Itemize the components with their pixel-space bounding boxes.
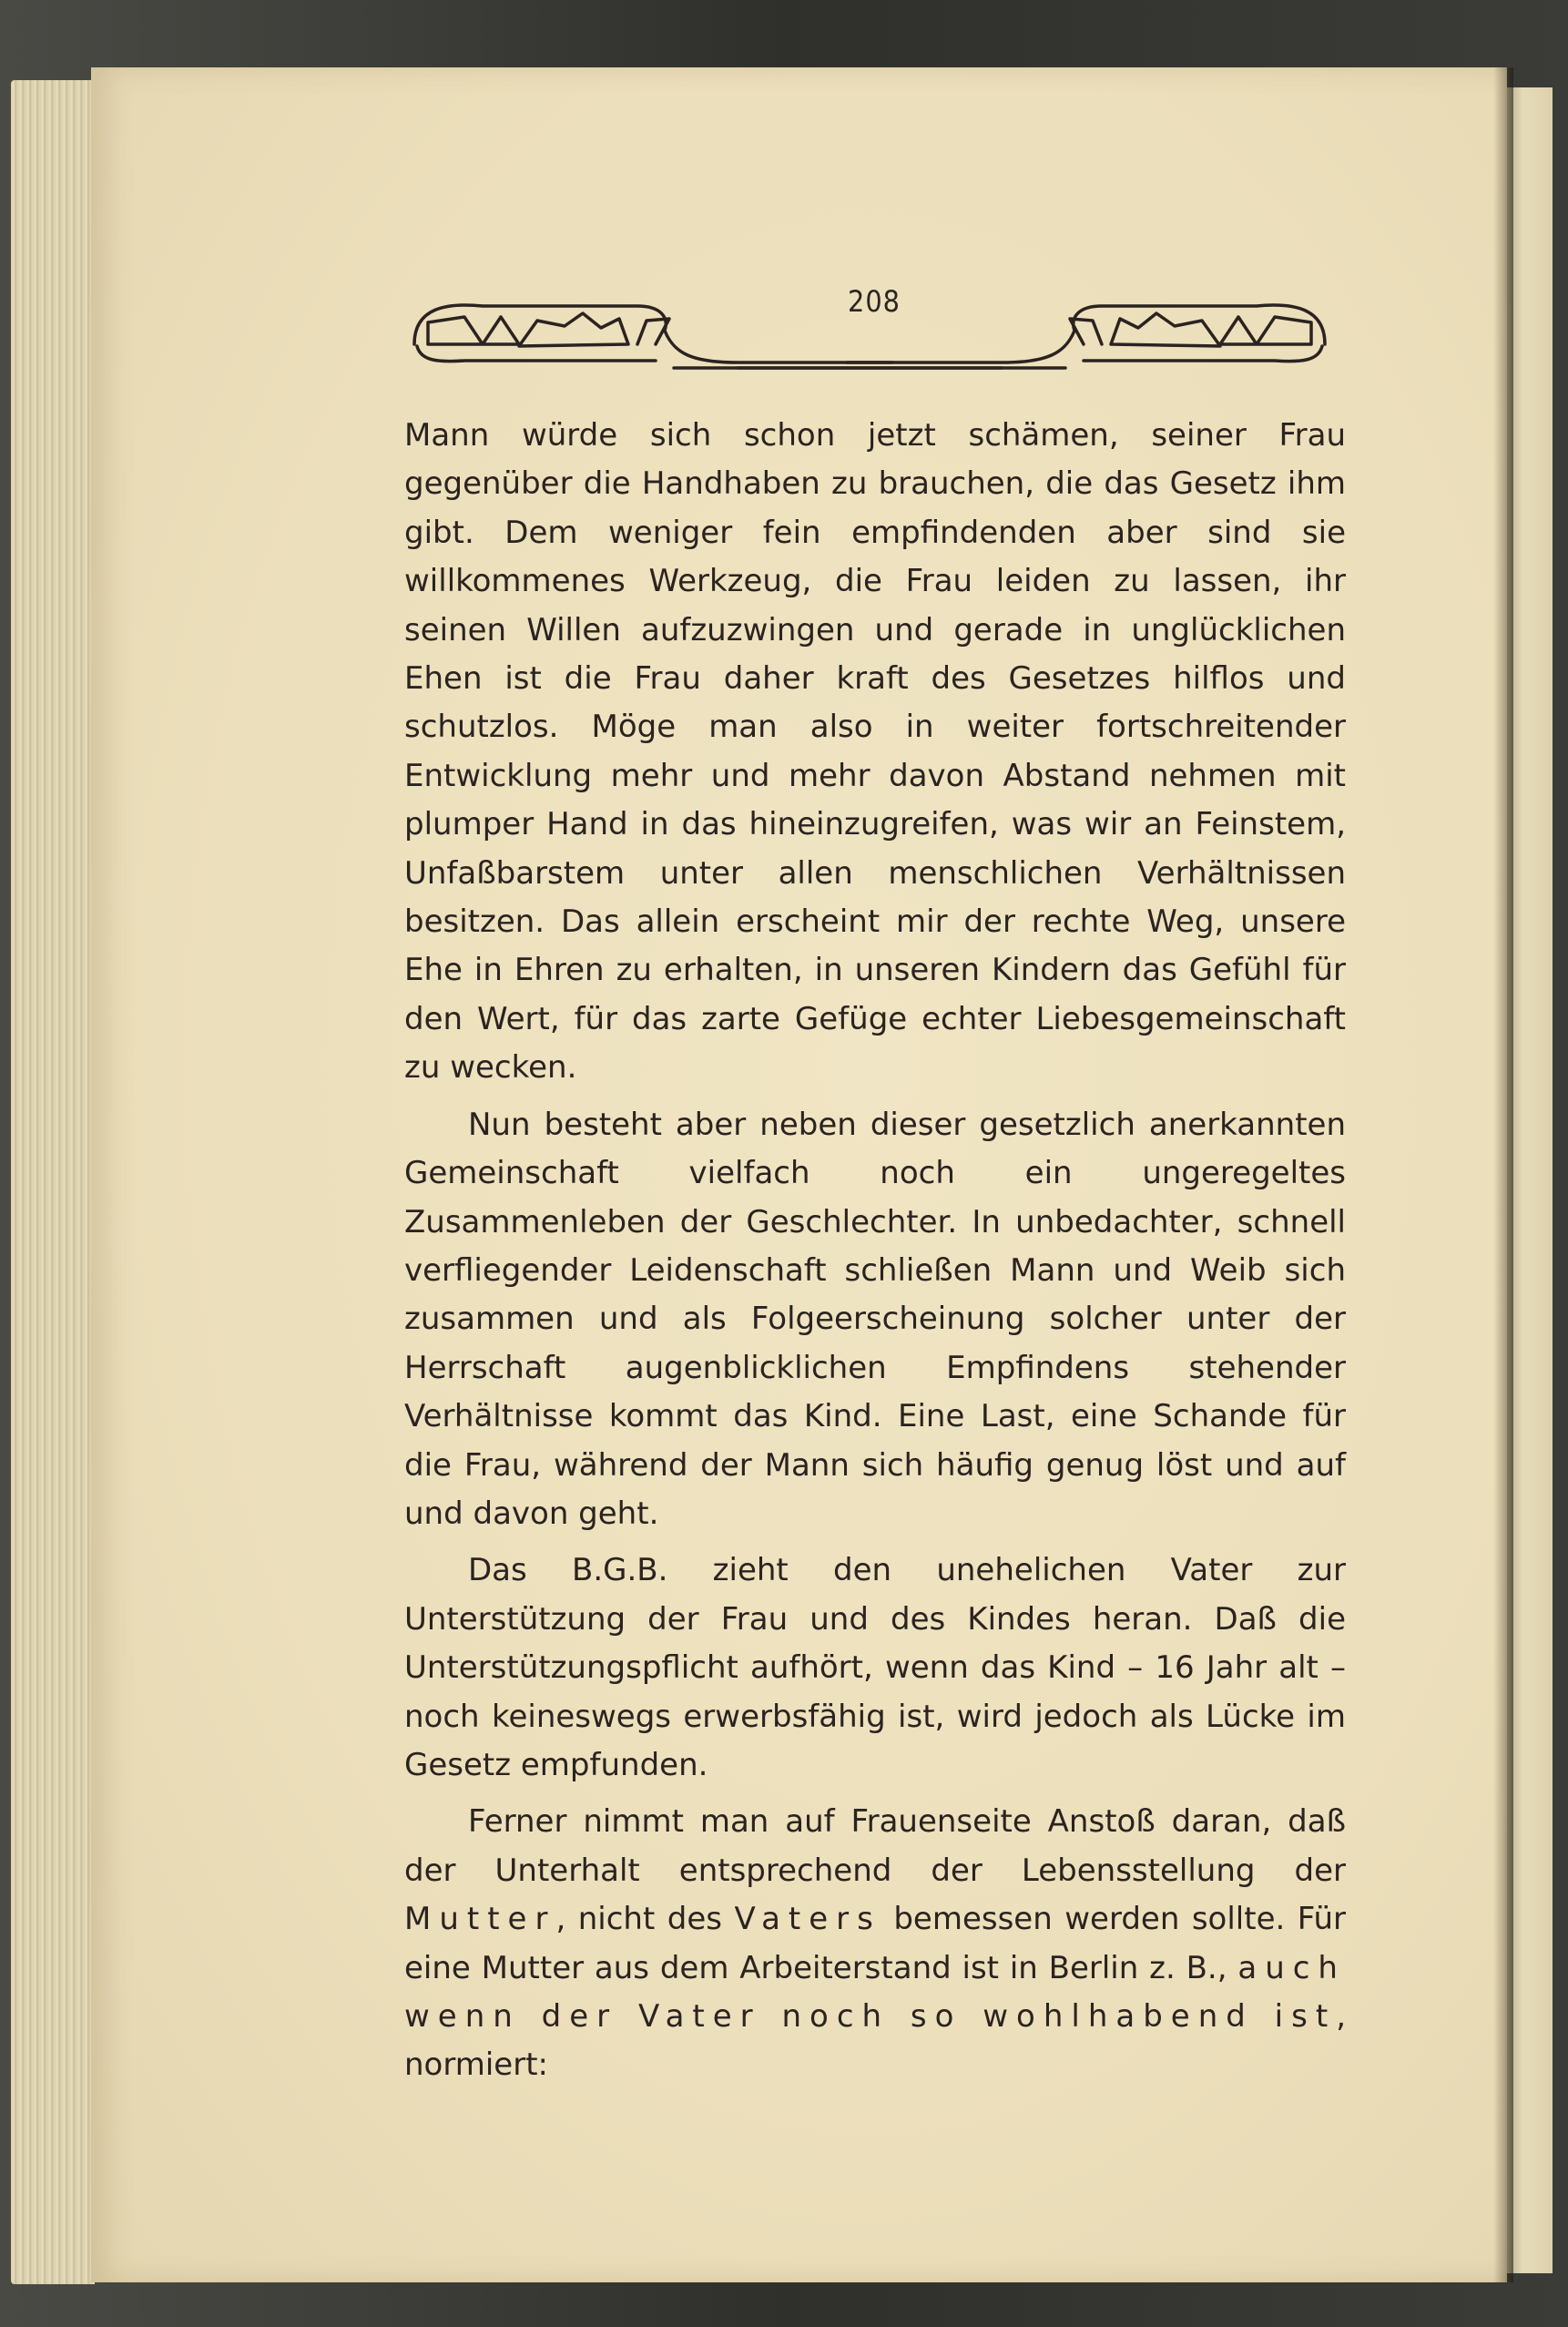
emphasized-text: Vaters xyxy=(734,1901,881,1938)
next-page-edge xyxy=(1507,87,1553,2273)
emphasized-text: auch wenn der Vater noch so wohlhabend ist xyxy=(404,1949,1346,2035)
text-run: , nicht des xyxy=(555,1901,735,1938)
emphasized-text: Mutter xyxy=(404,1901,556,1938)
paragraph xyxy=(404,1101,1346,1539)
body-text xyxy=(404,412,1346,2098)
page-edges xyxy=(11,80,95,2284)
paragraph xyxy=(404,412,1346,1093)
paragraph xyxy=(404,1546,1346,1790)
text-run: Mann würde sich schon jetzt schämen, seiner Frau gegenüber die Handhaben zu brauchen, die das Gesetz ihm gibt. Dem weniger fein empfindenden aber sind sie willkommenes Werkzeug, die Frau leiden zu lassen, ihr seinen Willen aufzuzwingen und gerade in unglücklichen Ehen ist die Frau daher kraft des Gesetzes hilflos und schutzlos. Möge man also in weiter fortschreitender Entwicklung mehr und mehr davon Abstand nehmen mit plumper Hand in das hineinzugreifen, was wir an Feinstem, Unfaßbarstem unter allen menschlichen Verhältnissen besitzen. Das allein erscheint mir der rechte Weg, unsere Ehe in Ehren zu erhalten, in unseren Kindern das Gefühl für den Wert, für das zarte Gefüge echter Liebesgemeinschaft zu wecken. xyxy=(404,417,1346,1087)
text-run: Nun besteht aber neben dieser gesetzlich anerkannten Gemeinschaft vielfach noch ein ungeregeltes Zusammenleben der Geschlechter. In unbedachter, schnell verfliegender Leidenschaft schließen Mann und Weib sich zusammen und als Folgeerscheinung solcher unter der Herrschaft augenblicklichen Empfindens stehender Verhältnisse kommt das Kind. Eine Last, eine Schande für die Frau, während der Mann sich häufig genug löst und auf und davon geht. xyxy=(404,1106,1346,1532)
text-run: , normiert: xyxy=(404,1998,1346,2084)
page-number: 208 xyxy=(848,284,901,319)
text-run: bemessen werden sollte. Für eine Mutter aus dem Arbeiterstand ist in Berlin z. B., xyxy=(404,1901,1347,1986)
page-gutter-shadow xyxy=(1493,67,1513,2282)
paragraph xyxy=(404,1798,1346,2089)
text-run: Ferner nimmt man auf Frauenseite Anstoß daran, daß der Unterhalt entsprechend der Lebensstellung der xyxy=(404,1803,1346,1889)
text-run: Das B.G.B. zieht den unehelichen Vater zur Unterstützung der Frau und des Kindes heran. Daß die Unterstützungspflicht aufhört, wenn das Kind – 16 Jahr alt – noch keineswegs erwerbsfähig ist, wird jedoch als Lücke im Gesetz empfunden. xyxy=(404,1552,1346,1783)
